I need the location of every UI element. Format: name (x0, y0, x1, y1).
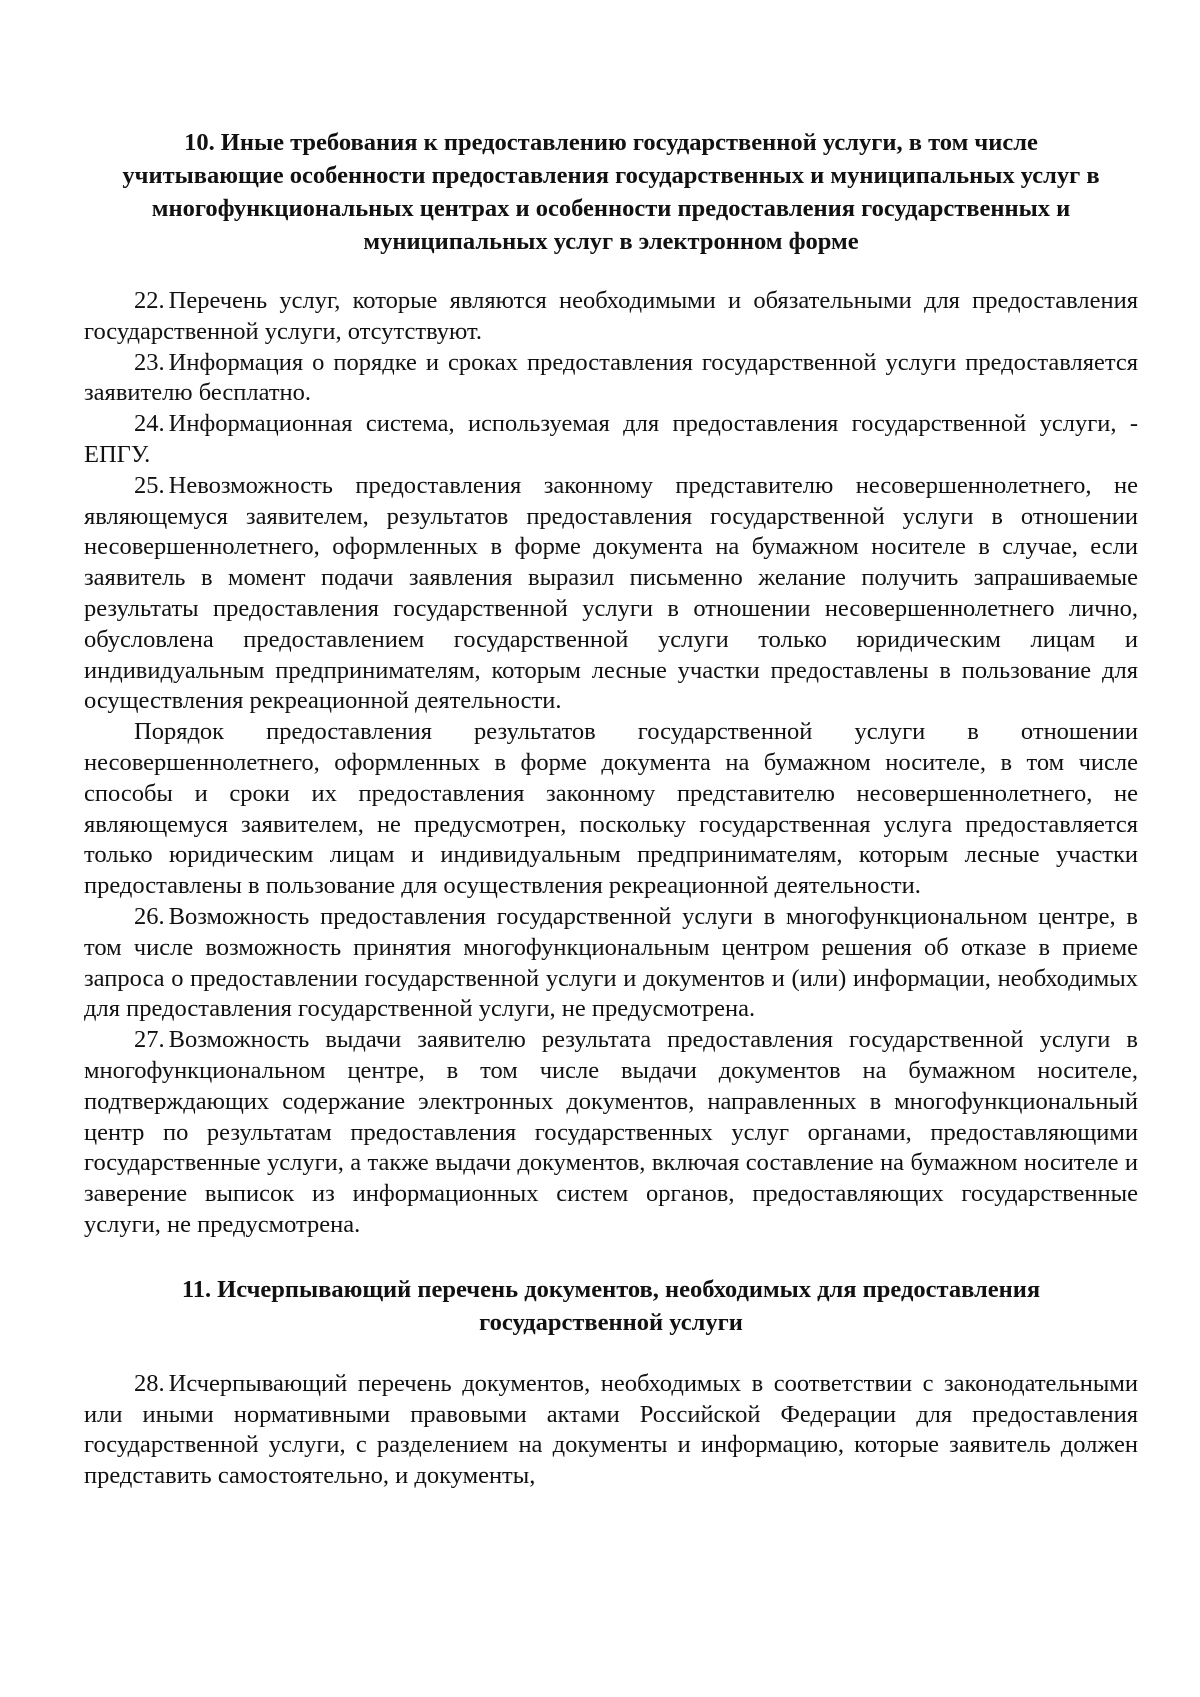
paragraph-text: Порядок предоставления результатов государственной услуги в отношении несовершеннолетнего, оформленных в форме документа на бумажном носителе, в том числе способы и сроки их предоставления законному представителю несовершеннолетнего, не являющемуся заявителем, не предусмотрен, поскольку государственная услуга предоставляется только юридическим лицам и индивидуальным предпринимателям, которым лесные участки предоставлены в пользование для осуществления рекреационной деятельности. (84, 718, 1138, 900)
section-11-title: Исчерпывающий перечень документов, необходимых для предоставления государственной услуги (217, 1275, 1041, 1336)
paragraph-25-continuation (84, 717, 1138, 902)
section-11-number: 11. (181, 1275, 212, 1303)
paragraph-number: 28. (134, 1369, 165, 1397)
paragraph-22 (84, 286, 1138, 348)
section-10-heading (84, 126, 1138, 258)
paragraph-23 (84, 348, 1138, 410)
paragraph-text: Информация о порядке и сроках предоставления государственной услуги предоставляется заявителю бесплатно. (84, 348, 1138, 407)
paragraph-text: Невозможность предоставления законному представителю несовершеннолетнего, не являющемуся заявителем, результатов предоставления государственной услуги в отношении несовершеннолетнего, оформленных в форме документа на бумажном носителе в случае, если заявитель в момент подачи заявления выразил письменно желание получить запрашиваемые результаты предоставления государственной услуги в отношении несовершеннолетнего лично, обусловлена предоставлением государственной услуги только юридическим лицам и индивидуальным предпринимателям, которым лесные участки предоставлены в пользование для осуществления рекреационной деятельности. (84, 471, 1138, 715)
paragraph-number: 22. (134, 287, 165, 314)
paragraph-number: 26. (134, 902, 165, 930)
paragraph-28 (84, 1369, 1138, 1492)
paragraph-number: 25. (134, 471, 165, 499)
section-10-number: 10. (184, 129, 215, 156)
section-10-title: Иные требования к предоставлению государственной услуги, в том числе учитывающие особенности предоставления государственных и муниципальных услуг в многофункциональных центрах и особенности предоставления государственных и муниципальных услуг в электронном форме (122, 129, 1100, 255)
document-page (84, 126, 1138, 1492)
paragraph-number: 24. (134, 410, 165, 438)
paragraph-27 (84, 1025, 1138, 1241)
paragraph-26 (84, 902, 1138, 1025)
paragraph-25 (84, 471, 1138, 717)
paragraph-number: 23. (134, 348, 165, 376)
section-11-heading (84, 1273, 1138, 1339)
paragraph-text: Информационная система, используемая для предоставления государственной услуги, - ЕПГУ. (84, 410, 1138, 468)
paragraph-text: Возможность выдачи заявителю результата предоставления государственной услуги в многофункциональном центре, в том числе выдачи документов на бумажном носителе, подтверждающих содержание электронных документов, направленных в многофункциональный центр по результатам предоставления государственных услуг органами, предоставляющими государственные услуги, а также выдачи документов, включая составление на бумажном носителе и заверение выписок из информационных систем органов, предоставляющих государственные услуги, не предусмотрена. (84, 1026, 1138, 1238)
paragraph-text: Возможность предоставления государственной услуги в многофункциональном центре, в том числе возможность принятия многофункциональным центром решения об отказе в приеме запроса о предоставлении государственной услуги и документов и (или) информации, необходимых для предоставления государственной услуги, не предусмотрена. (84, 902, 1138, 1023)
paragraph-number: 27. (134, 1026, 165, 1054)
paragraph-text: Исчерпывающий перечень документов, необходимых в соответствии с законодательными или иными нормативными правовыми актами Российской Федерации для предоставления государственной услуги, с разделением на документы и информацию, которые заявитель должен представить самостоятельно, и документы, (84, 1369, 1138, 1490)
paragraph-24 (84, 409, 1138, 471)
paragraph-text: Перечень услуг, которые являются необходимыми и обязательными для предоставления государственной услуги, отсутствуют. (84, 287, 1138, 345)
